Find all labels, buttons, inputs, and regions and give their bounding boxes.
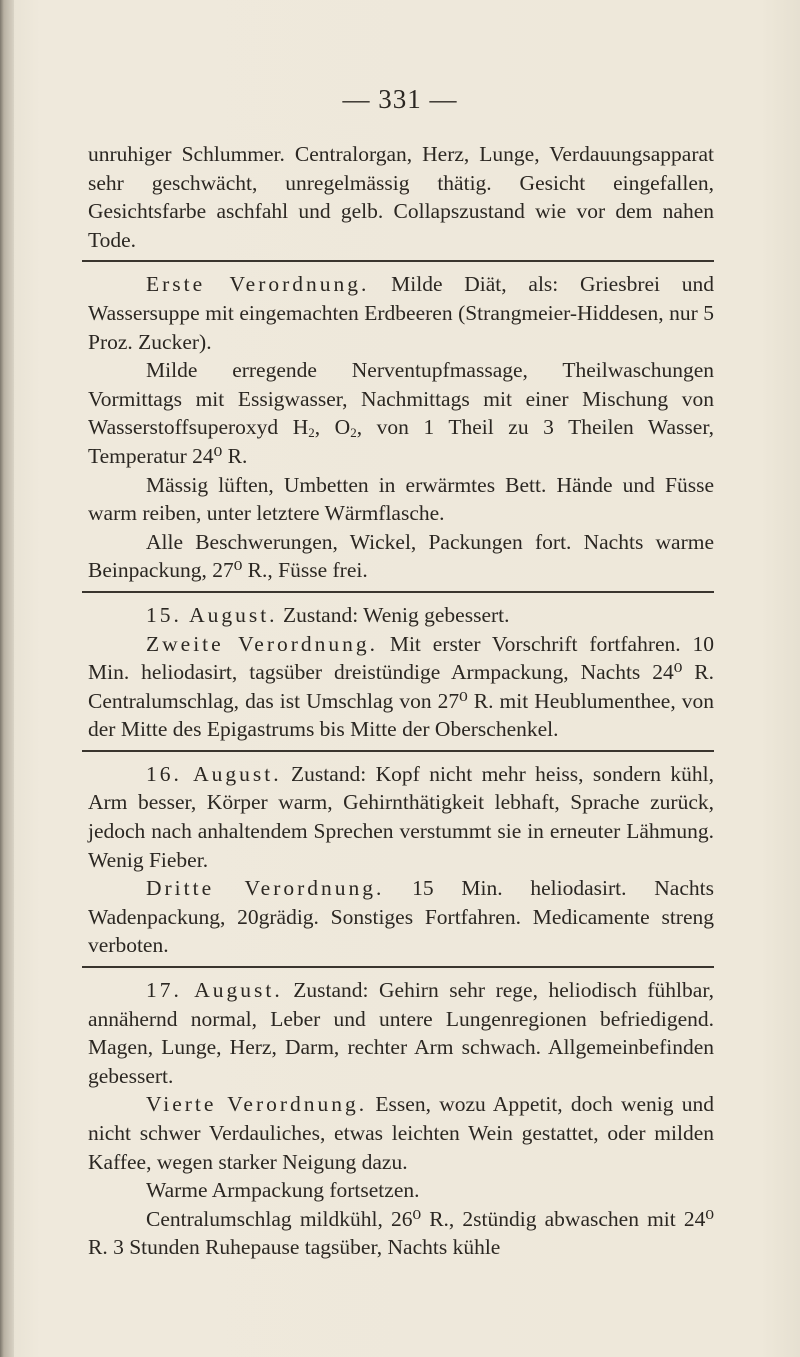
section-divider [82,966,714,968]
paragraph [88,601,714,630]
section-divider [82,750,714,752]
section-heading: Zweite Verordnung. [146,631,379,656]
paragraph-text: Milde erregende Nerventupfmassage, Theilwaschungen Vormittags mit Essigwasser, Nachmittags mit einer Mischung von Wasserstoffsuperoxyd H [88,358,714,440]
book-binding-shadow [0,0,14,1357]
paragraph: unruhiger Schlummer. Centralorgan, Herz, Lunge, Verdauungsapparat sehr geschwächt, unregelmässig thätig. Gesicht eingefallen, Gesichtsfarbe aschfahl und gelb. Collapszustand wie vor dem nahen Tode. [88,142,714,252]
subscript: 2 [308,425,315,441]
paragraph [88,760,714,874]
paragraph: Alle Beschwerungen, Wickel, Packungen fort. Nachts warme Beinpackung, 27⁰ R., Füsse frei. [88,529,714,583]
paragraph [88,874,714,960]
page-body [88,140,714,1262]
paragraph-text: Mit erster Vorschrift fortfahren. 10 Min. heliodasirt, tagsüber dreistündige Armpackung, Nachts 24⁰ R. Centralumschlag, das ist Umschlag von 27⁰ R. mit Heublumenthee, von der Mitte des Epigastrums bis Mitte der Oberschenkel. [88,631,714,742]
paragraph-text: , von 1 Theil zu 3 Theilen Wasser, Temperatur 24⁰ R. [88,415,714,468]
paragraph [88,270,714,356]
paragraph-text: Zustand: Gehirn sehr rege, heliodisch fühlbar, annähernd normal, Leber und untere Lungenregionen befriedigend. Magen, Lunge, Herz, Darm, rechter Arm schwach. Allgemeinbefinden gebessert. [88,978,714,1088]
paragraph-text: Milde Diät, als: Griesbrei und Wassersuppe mit eingemachten Erdbeeren (Strangmeier-Hiddesen, nur 5 Proz. Zucker). [88,272,714,354]
paragraph-text: , O [314,415,351,440]
section-heading: Vierte Verordnung. [146,1092,368,1117]
paragraph-text: 15 Min. heliodasirt. Nachts Wadenpackung, 20grädig. Sonstiges Fortfahren. Medicamente streng verboten. [88,876,714,958]
page-number: — 331 — [342,84,458,114]
date-heading: 16. August. [146,761,282,786]
paragraph: Centralumschlag mildkühl, 26⁰ R., 2stündig abwaschen mit 24⁰ R. 3 Stunden Ruhepause tagsüber, Nachts kühle [88,1206,714,1260]
date-heading: 17. August. [146,978,283,1003]
paragraph: Warme Armpackung fortsetzen. [146,1178,420,1203]
paragraph [88,976,714,1090]
paragraph: Mässig lüften, Umbetten in erwärmtes Bett. Hände und Füsse warm reiben, unter letztere Wärmflasche. [88,472,714,526]
date-heading: 15. August. [146,602,278,627]
section-heading: Dritte Verordnung. [146,876,385,901]
paragraph-text: Zustand: Kopf nicht mehr heiss, sondern kühl, Arm besser, Körper warm, Gehirnthätigkeit lebhaft, Sprache zurück, jedoch nach anhaltendem Sprechen verstummt sie in erneuter Lähmung. Wenig Fieber. [88,761,714,872]
paragraph [88,356,714,470]
paragraph [88,630,714,744]
section-divider [82,591,714,593]
paragraph-text: Essen, wozu Appetit, doch wenig und nicht schwer Verdauliches, etwas leichten Wein gestattet, oder milden Kaffee, wegen starker Neigung dazu. [88,1092,714,1174]
section-heading: Erste Verordnung. [146,272,370,297]
paragraph-text: Zustand: Wenig gebessert. [277,602,510,627]
paragraph [88,1090,714,1176]
section-divider [82,260,714,262]
subscript: 2 [350,425,357,441]
